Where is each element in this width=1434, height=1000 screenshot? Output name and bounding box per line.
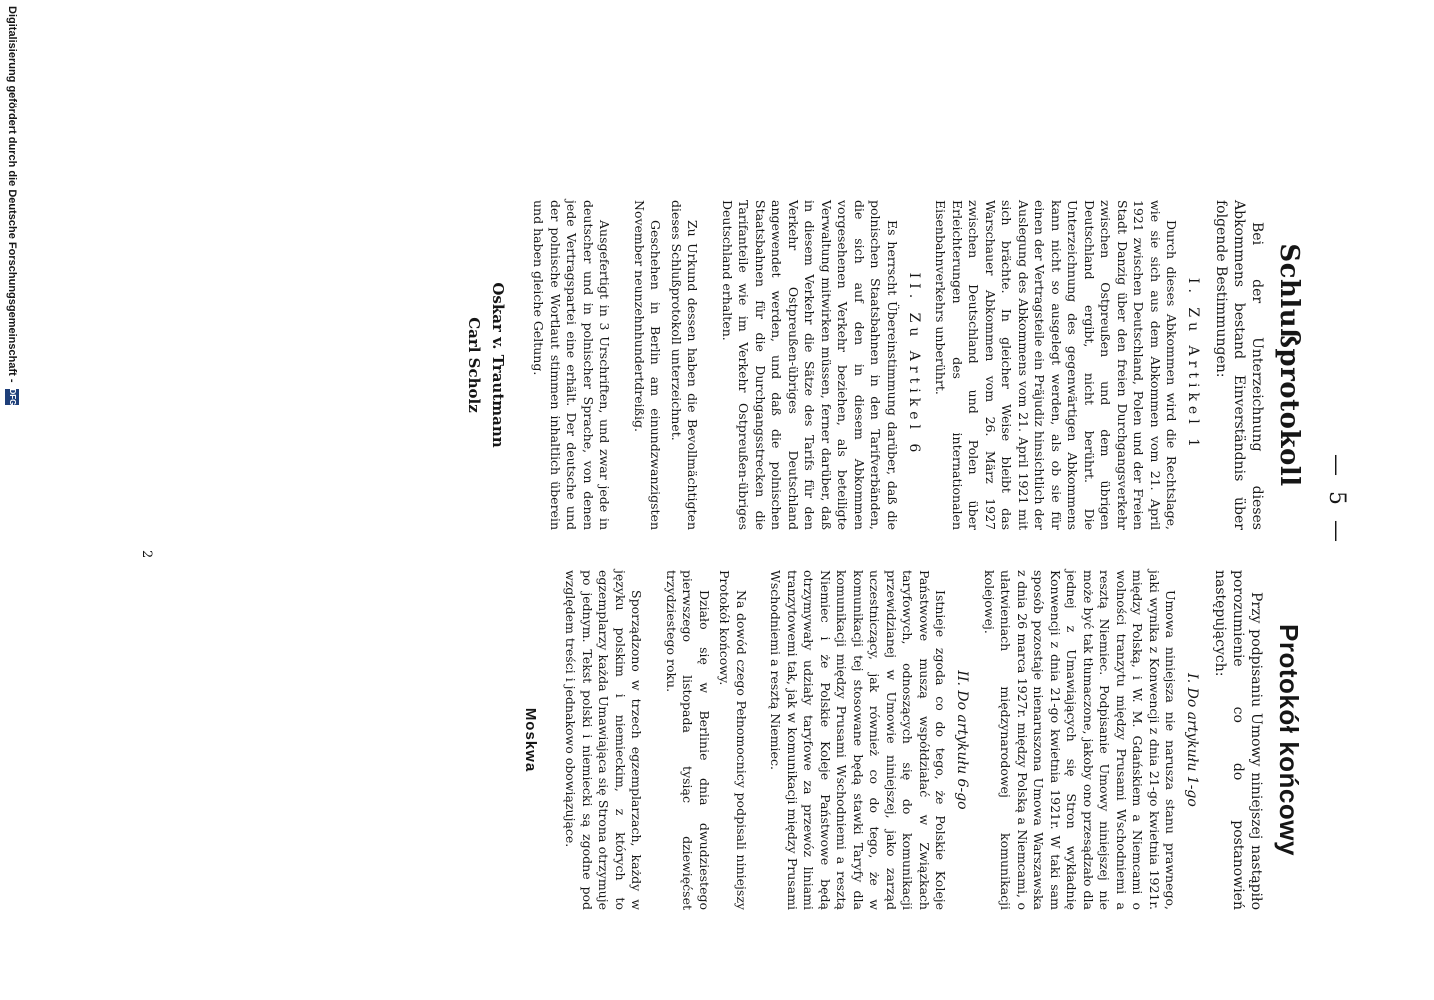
german-section2-text: Es herrscht Übereinstimmung darüber, daß die polnischen Staatsbahnen in den Tarifverbänden, die sich auf den in diesem Abkommen vorgesehenen Verkehr beziehen, als beteiligte Verwaltung mitwirken müssen, ferner darüber, daß in diesem Verkehr die Sätze des Tarifs für den Verkehr Ostpreußen-übriges Deutschland angewendet werden, und daß die polnischen Staatsbahnen für die Durchgangsstrecken die Tarifanteile wie im Verkehr Ostpreußen-übriges Deutschland erhalten.: [719, 200, 900, 530]
page-number: — 5 —: [1324, 454, 1349, 546]
polish-section1-heading: I. Do artykułu 1-go: [1184, 673, 1201, 807]
polish-column: [518, 570, 1304, 910]
german-signatures: [462, 200, 510, 530]
signature-moskwa: Moskwa: [521, 707, 539, 773]
digitization-credit: [0, 0, 24, 1000]
polish-title: Protokół końcowy: [1274, 624, 1304, 856]
german-title: Schlußprotokoll: [1274, 243, 1304, 487]
german-witness-text: Zu Urkund dessen haben die Bevollmächtigten dieses Schlußprotokoll unterzeichnet.: [668, 200, 701, 530]
polish-copies-text: Sporządzono w trzech egzemplarzach, każdy w języku polskim i niemieckim, z których to egzemplarzy każda Umawiająca się Strona otrzymuje po jednym. Tekst polski i niemiecki są zgodne pod względem treści i jednakowo obowiązujące.: [563, 570, 645, 910]
credit-text: Digitalisierung gefördert durch die Deutsche Forschungsgemeinschaft -: [6, 6, 18, 383]
german-section2-heading: II. Zu Artikel 6: [905, 272, 922, 458]
footer-page-mark: 2: [139, 550, 154, 559]
polish-done-text: Działo się w Berlinie dnia dwudziestego pierwszego listopada tysiąc dziewięćset trzydziestego roku.: [663, 570, 712, 910]
german-section1-heading: I. Zu Artikel 1: [1185, 277, 1202, 453]
signature-trautmann: Oskar v. Trautmann: [488, 282, 507, 448]
polish-intro: Przy podpisaniu Umowy niniejszej nastąpiło porozumienie co do postanowień następujących:: [1211, 570, 1264, 910]
signature-scholz: Carl Scholz: [464, 317, 483, 413]
polish-section2-heading: II. Do artykułu 6-go: [954, 670, 971, 810]
german-section1-text: Durch dieses Abkommen wird die Rechtslage, wie sie sich aus dem Abkommen vom 21. April 1921 zwischen Deutschland, Polen und der Freien Stadt Danzig über den freien Durchgangsverkehr zwischen Ostpreußen und dem übrigen Deutschland ergibt, nicht berührt. Die Unterzeichnung des gegenwärtigen Abkommens kann nicht so ausgelegt werden, als ob sie für einen der Vertragsteile ein Präjudiz hinsichtlich der Auslegung des Abkommens vom 21. April 1921 mit sich brächte. In gleicher Weise bleibt das Warschauer Abkommen vom 26. März 1927 zwischen Deutschland und Polen über Erleichterungen des internationalen Eisenbahnverkehrs unberührt.: [933, 200, 1180, 530]
polish-signatures: [518, 570, 542, 910]
german-done-text: Geschehen in Berlin am einundzwanzigsten November neunzehnhundertdreißig.: [631, 200, 664, 530]
german-copies-text: Ausgefertigt in 3 Urschriften, und zwar jede in deutscher und in polnischer Sprache, von denen jede Vertragspartei eine erhält. Der deutsche und der polnische Wortlaut stimmen inhaltlich überein und haben gleiche Geltung.: [531, 200, 613, 530]
polish-section1-text: Umowa niniejsza nie narusza stanu prawnego, jaki wynika z Konwencji z dnia 21-go kwietnia 1921r. między Polską, i W. M. Gdańskiem a Niemcami o wolności tranzytu między Prusami Wschodniemi a resztą Niemiec. Podpisanie Umowy niniejszej nie może być tak tłumaczone, jakoby ono przesądzało dla jednej z Umawiających się Stron wykładnię Konwencji z dnia 21-go kwietnia 1921r. W taki sam sposób pozostaje nienaruszona Umowa Warszawska z dnia 26 marca 1927r. między Polską a Niemcami, o ułatwieniach międzynarodowej komunikacji kolejowej.: [981, 570, 1179, 910]
german-intro: Bei der Unterzeichnung dieses Abkommens bestand Einverständnis über folgende Bestimmungen:: [1212, 200, 1265, 530]
polish-section2-text: Istnieje zgoda co do tego, że Polskie Koleje Państwowe muszą współdziałać w Związkach taryfowych, odnoszących się do komunikacji przewidzianej w Umowie niniejszej, jako zarząd uczestniczący, jak również co do tego, że w komunikacji tej stosowane będą stawki Taryfy dla komunikacji między Prusami Wschodniemi a resztą Niemiec i że Polskie Koleje Państwowe będą otrzymywały udziały taryfowe za przewóz liniami tranzytowemi tak, jak w komunikacji między Prusami Wschodniemi a resztą Niemiec.: [768, 570, 949, 910]
polish-witness-text: Na dowód czego Pełnomocnicy podpisali niniejszy Protokół końcowy.: [717, 570, 749, 910]
german-column: [462, 200, 1304, 530]
dfg-logo-icon: DFG: [5, 389, 19, 405]
